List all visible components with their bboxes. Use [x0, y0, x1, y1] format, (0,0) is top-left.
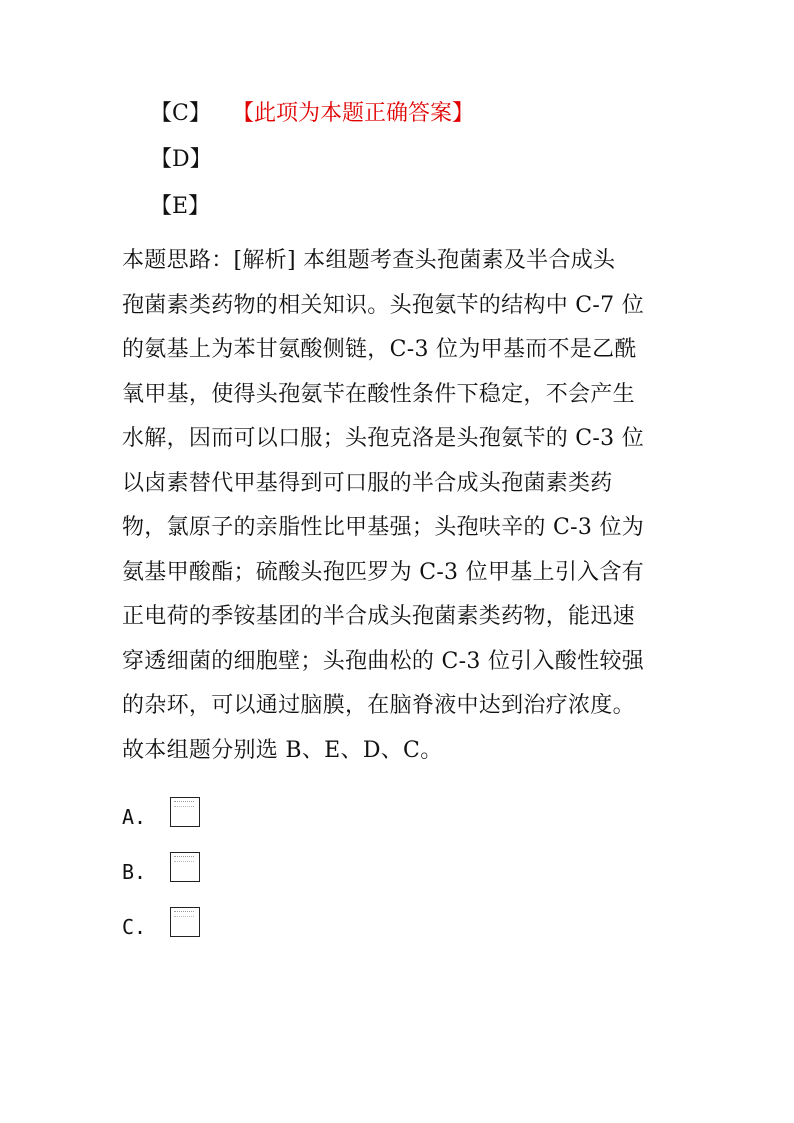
answer-image-placeholder-icon: [170, 907, 200, 937]
answer-label-c: C.: [122, 915, 147, 939]
analysis-line: 水解，因而可以口服；头孢克洛是头孢氨苄的 C-3 位: [122, 426, 645, 451]
analysis-line: 本题思路：[解析] 本组题考查头孢菌素及半合成头: [122, 248, 616, 273]
analysis-line: 穿透细菌的细胞壁；头孢曲松的 C-3 位引入酸性较强: [122, 648, 645, 674]
analysis-line: 正电荷的季铵基团的半合成头孢菌素类药物，能迅速: [122, 604, 635, 629]
analysis-line: 故本组题分别选 B、E、D、C。: [122, 737, 443, 763]
answer-label-b: B.: [122, 860, 147, 884]
analysis-line: 的杂环，可以通过脑膜，在脑脊液中达到治疗浓度。: [122, 693, 635, 718]
option-e-label: 【E】: [150, 194, 211, 219]
answer-image-placeholder-icon: [170, 852, 200, 882]
answer-image-placeholder-icon: [170, 797, 200, 827]
analysis-line: 物，氯原子的亲脂性比甲基强；头孢呋辛的 C-3 位为: [122, 515, 645, 540]
correct-answer-note: 【此项为本题正确答案】: [232, 101, 475, 126]
answer-label-a: A.: [122, 805, 147, 829]
analysis-line: 的氨基上为苯甘氨酸侧链，C-3 位为甲基而不是乙酰: [122, 337, 637, 362]
option-d-label: 【D】: [150, 147, 212, 172]
analysis-line: 以卤素替代甲基得到可口服的半合成头孢菌素类药: [122, 470, 613, 496]
analysis-line: 孢菌素类药物的相关知识。头孢氨苄的结构中 C-7 位: [122, 292, 645, 318]
analysis-paragraph: [122, 239, 682, 773]
option-c-label: 【C】: [150, 101, 211, 126]
analysis-line: 氧甲基，使得头孢氨苄在酸性条件下稳定，不会产生: [122, 381, 635, 407]
analysis-line: 氨基甲酸酯；硫酸头孢匹罗为 C-3 位甲基上引入含有: [122, 559, 645, 585]
